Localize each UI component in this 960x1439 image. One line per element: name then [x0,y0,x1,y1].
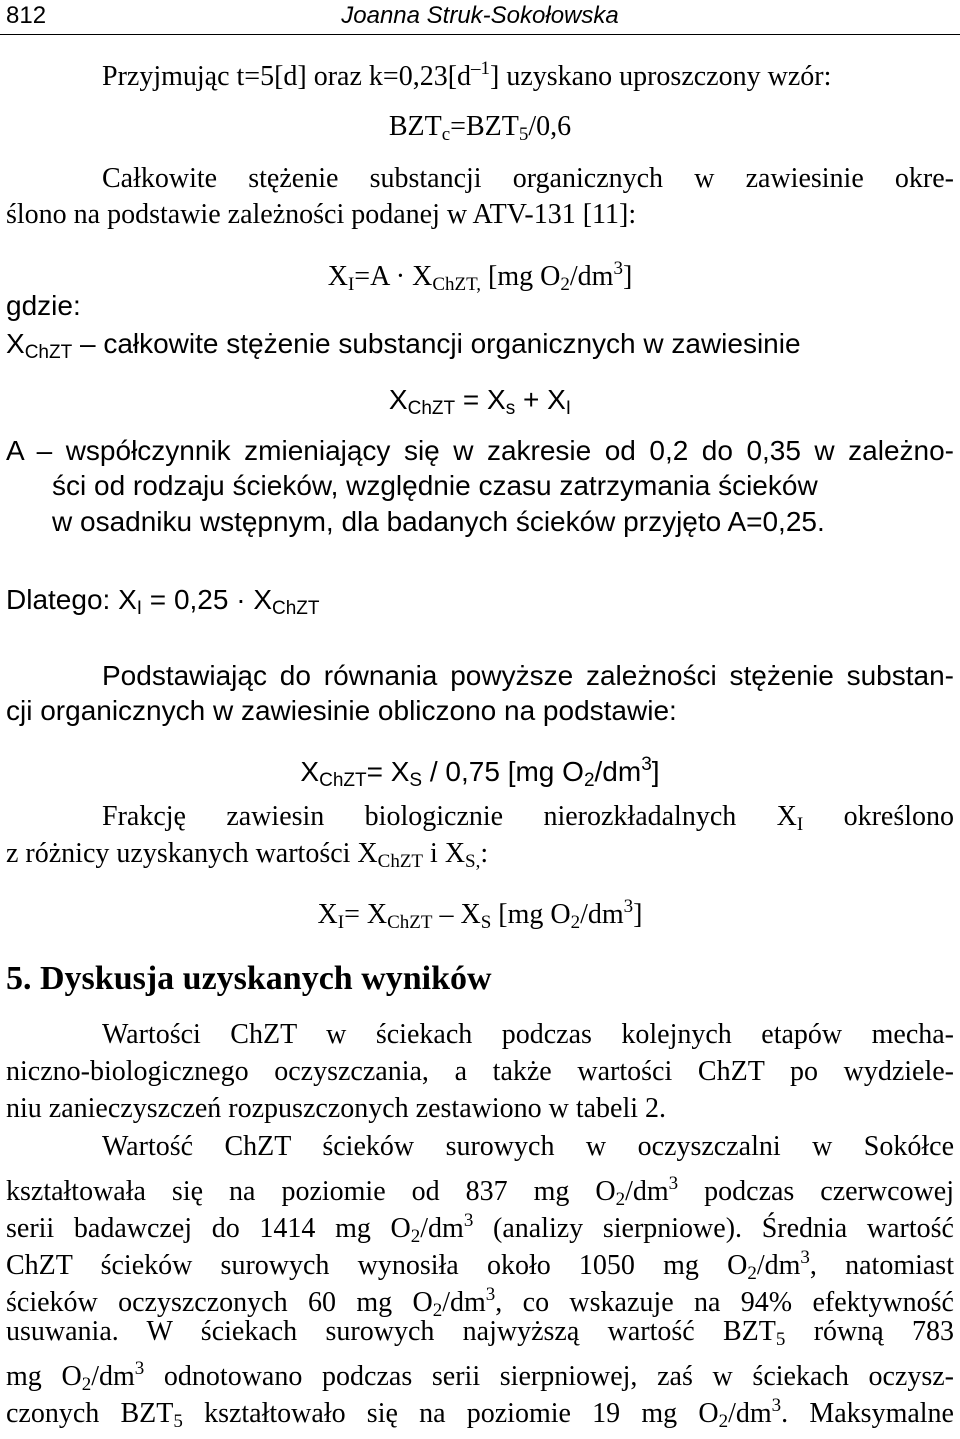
subscript: ChZT [24,342,73,363]
text-line: mg $O_2/dm^3$ odnotowano podczas serii sierpniowej, zaś w ściekach oczysz- [6,1358,955,1395]
subscript: ChZT, [432,274,482,295]
formula-therefore: Dlatego: $X_I = 0,25 \cdot X_{ChZT}$ [6,584,320,619]
superscript: –1 [471,58,491,79]
subscript: 2 [81,1374,92,1395]
subscript: ChZT [272,598,320,619]
subscript: 2 [747,1263,757,1284]
text-line: ścieków oczyszczonych 60 mg $O_2/dm^3$, co wskazuje na 94% efektywność [6,1284,954,1321]
subscript: I [347,274,355,295]
subscript: I [136,598,143,619]
formula-bzt: $BZT_c=BZT_5/0,6$ [388,111,572,145]
subscript: 2 [615,1189,626,1210]
definition-xchzt: $X_{ChZT}$ – całkowite stężenie substancji organicznych w zawiesinie [6,328,801,363]
superscript: 3 [613,258,623,279]
subscript: I [796,814,804,835]
subscript: 5 [173,1411,183,1432]
subscript: ChZT [407,398,456,419]
formula-xi: $X_I=A \cdot X_{ChZT,}$ [mg $O_2/dm^3$] [327,258,633,295]
superscript: 3 [485,1284,496,1305]
superscript: 3 [134,1358,145,1379]
subscript: S, [465,851,481,872]
subscript: 2 [583,770,595,791]
text-line: Frakcję zawiesin biologicznie nierozkładalnych $X_I$ określono [102,801,954,835]
page-number: 812 [6,2,47,29]
text-line: Całkowite stężenie substancji organicznych w zawiesinie okre- [102,163,954,194]
text-line: ChZT ścieków surowych wynosiła około 1050 mg $O_2/dm^3$, natomiast [6,1247,954,1284]
subscript: ChZT [377,851,424,872]
subscript: ChZT [319,770,367,791]
subscript: ChZT [387,912,433,933]
text-line: usuwania. W ściekach surowych najwyższą wartość $BZT_5$ równą 783 [6,1316,954,1350]
subscript: 2 [410,1226,421,1247]
text-line: cji organicznych w zawiesinie obliczono na podstawie: [6,695,677,726]
subscript: c [441,124,451,145]
definition-a: A – współczynnik zmieniający się w zakresie od 0,2 do 0,35 w zależno- [6,435,954,466]
text-line: ści od rodzaju ścieków, względnie czasu zatrzymania ścieków [52,470,818,501]
formula-xchzt-sum: $X_{ChZT} = X_s + X_I$ [388,384,572,419]
text-line: Przyjmując t=5[d] oraz $k=0,23[d^{-1}]$ uzyskano uproszczony wzór: [102,58,832,92]
subscript: S [409,770,423,791]
subscript: 2 [560,274,570,295]
formula-xchzt: $X_{ChZT}= X_S / 0,75$ [mg $O_2/dm^3$] [300,754,660,791]
text-line: Podstawiając do równania powyższe zależności stężenie substan- [102,660,954,691]
subscript: 2 [432,1300,443,1321]
subscript: I [565,398,572,419]
running-author: Joanna Struk-Sokołowska [341,2,619,29]
superscript: 3 [668,1173,679,1194]
text-line: serii badawczej do 1414 mg $O_2/dm^3$ (analizy sierpniowe). Średnia wartość [6,1210,954,1247]
text-line: ślono na podstawie zależności podanej w ATV-131 [11]: [6,199,637,230]
subscript: 5 [518,124,529,145]
subscript: s [505,398,516,419]
subscript: 2 [570,912,581,933]
subscript: S [480,912,492,933]
text-line: kształtowała się na poziomie od 837 mg $O_2/dm^3$ podczas czerwcowej [6,1173,954,1210]
subscript: I [337,912,345,933]
superscript: 3 [800,1247,810,1268]
text-line: z różnicy uzyskanych wartości $X_{ChZT}$ i $X_{S,}$: [6,838,489,872]
superscript: 3 [623,896,634,917]
text-line: niczno-biologicznego oczyszczania, a także wartości ChZT po wydziele- [6,1056,954,1087]
running-header [0,0,960,35]
subscript: 2 [718,1411,729,1432]
section-heading: 5. Dyskusja uzyskanych wyników [6,960,492,997]
superscript: 3 [641,754,652,775]
formula-xi-difference: $X_I= X_{ChZT} - X_S$ [mg $O_2/dm^3$] [317,896,643,933]
where-label: gdzie: [6,290,81,321]
text-line: Wartości ChZT w ściekach podczas kolejnych etapów mecha- [102,1019,954,1050]
subscript: 5 [775,1329,786,1350]
text-line: Wartość ChZT ścieków surowych w oczyszczalni w Sokółce [102,1131,954,1162]
text-line: niu zanieczyszczeń rozpuszczonych zestawiono w tabeli 2. [6,1093,667,1124]
text-line: w osadniku wstępnym, dla badanych ścieków przyjęto A=0,25. [52,506,825,537]
superscript: 3 [771,1395,782,1416]
superscript: 3 [463,1210,474,1231]
text-line: czonych $BZT_5$ kształtowało się na poziomie 19 mg $O_2/dm^3$. Maksymalne [6,1395,954,1432]
